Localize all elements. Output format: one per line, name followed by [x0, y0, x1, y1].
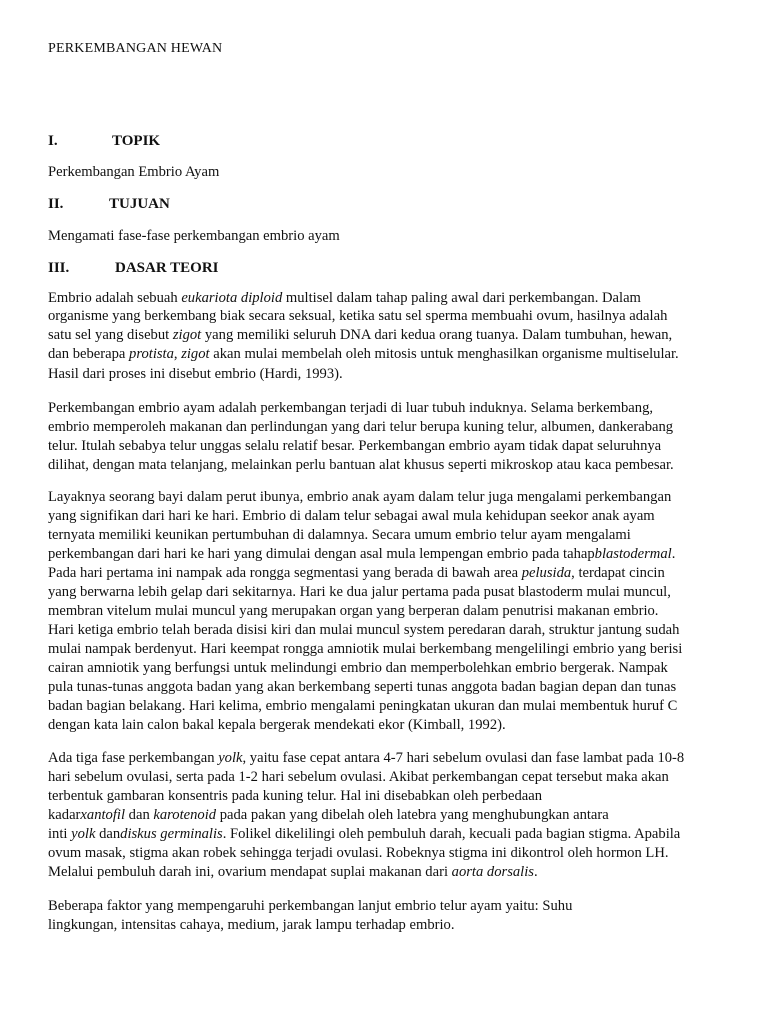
text-line: Hasil dari proses ini disebut embrio (Hardi, 1993). — [48, 366, 343, 382]
text-line: organisme yang berkembang biak secara seksual, ketika satu sel sperma membuahi ovum, hasilnya adalah — [48, 308, 668, 324]
text-line: Layaknya seorang bayi dalam perut ibunya, embrio anak ayam dalam telur juga mengalami perkembangan — [48, 489, 672, 505]
text-line: Beberapa faktor yang mempengaruhi perkembangan lanjut embrio telur ayam yaitu: Suhu — [48, 898, 573, 914]
text-line: Pada hari pertama ini nampak ada rongga segmentasi yang berada di bawah area pelusida, terdapat cincin — [48, 565, 665, 581]
text-line: dan beberapa protista, zigot akan mulai membelah oleh mitosis untuk menghasilkan organisme multiselular. — [48, 346, 679, 362]
section-title: TOPIK — [112, 133, 161, 149]
text-line: membran vitelum mulai muncul yang merupakan organ yang berperan dalam penutrisi makanan embrio. — [48, 603, 659, 619]
text-line: telur. Itulah sebabya telur unggas selalu relatif besar. Perkembangan embrio ayam tidak dapat seluruhnya — [48, 438, 662, 454]
text-line: dengan kata lain calon bakal kepala bergerak mendekati ekor (Kimball, 1992). — [48, 717, 506, 733]
tujuan-text: Mengamati fase-fase perkembangan embrio ayam — [48, 228, 340, 244]
text-line: embrio memperoleh makanan dan perlindungan yang dari telur berupa kuning telur, albumen, dankerabang — [48, 419, 674, 435]
text-line: terbentuk gambaran konsentris pada kuning telur. Hal ini disebabkan oleh perbedaan — [48, 788, 543, 804]
topik-text: Perkembangan Embrio Ayam — [48, 164, 220, 180]
section-heading-topik — [48, 133, 160, 150]
text-line: ovum masak, stigma akan robek sehingga terjadi ovulasi. Robeknya stigma ini dikontrol oleh hormon LH. — [48, 845, 669, 861]
text-line: yang signifikan dari hari ke hari. Embrio di dalam telur sebagai awal mula kehidupan seekor anak ayam — [48, 508, 655, 524]
text-line: mulai nampak berdenyut. Hari keempat rongga amniotik mulai berkembang mengelilingi embrio yang berisi — [48, 641, 683, 657]
section-number: I. — [48, 133, 58, 149]
text-line: cairan amniotik yang berfungsi untuk melindungi embrio dan memperbolehkan embrio bergerak. Nampak — [48, 660, 668, 676]
text-line: Perkembangan embrio ayam adalah perkembangan terjadi di luar tubuh induknya. Selama berkembang, — [48, 400, 654, 416]
text-line: dilihat, dengan mata telanjang, melainkan perlu bantuan alat khusus seperti mikroskop atau kaca pembesar. — [48, 457, 674, 473]
text-line: yang berwarna lebih gelap dari sekitarnya. Hari ke dua jalur pertama pada pusat blastoderm mulai muncul, — [48, 584, 671, 600]
text-line: ternyata memiliki keunikan pertumbuhan di dalamnya. Secara umum embrio telur ayam mengalami — [48, 527, 631, 543]
text-line: Hari ketiga embrio telah berada disisi kiri dan mulai muncul system peredaran darah, struktur jantung sudah — [48, 622, 680, 638]
text-line: satu sel yang disebut zigot yang memiliki seluruh DNA dari kedua orang tuanya. Dalam tumbuhan, hewan, — [48, 327, 673, 343]
text-line: hari sebelum ovulasi, serta pada 1-2 hari sebelum ovulasi. Akibat perkembangan cepat tersebut maka akan — [48, 769, 669, 785]
text-line: kadarxantofil dan karotenoid pada pakan yang dibelah oleh latebra yang menghubungkan antara — [48, 807, 609, 823]
text-line: inti yolk dandiskus germinalis. Folikel dikelilingi oleh pembuluh darah, kecuali pada bagian stigma. Apabila — [48, 826, 681, 842]
text-line: Melalui pembuluh darah ini, ovarium mendapat suplai makanan dari aorta dorsalis. — [48, 864, 538, 880]
text-line: badan bagian belakang. Hari kelima, embrio mengalami peningkatan ukuran dan mulai membentuk huruf C — [48, 698, 678, 714]
section-title: TUJUAN — [109, 196, 170, 212]
document-title: PERKEMBANGAN HEWAN — [48, 41, 223, 56]
text-line: Ada tiga fase perkembangan yolk, yaitu fase cepat antara 4-7 hari sebelum ovulasi dan fase lambat pada 10-8 — [48, 750, 685, 766]
text-line: lingkungan, intensitas cahaya, medium, jarak lampu terhadap embrio. — [48, 917, 455, 933]
section-heading-tujuan — [48, 196, 170, 213]
text-line: Embrio adalah sebuah eukariota diploid multisel dalam tahap paling awal dari perkembangan. Dalam — [48, 290, 641, 306]
section-title: DASAR TEORI — [115, 260, 219, 276]
section-heading-dasar-teori — [48, 260, 219, 277]
section-number: III. — [48, 260, 70, 276]
section-number: II. — [48, 196, 64, 212]
text-line: perkembangan dari hari ke hari yang dimulai dengan asal mula lempengan embrio pada tahapblastodermal. — [48, 546, 676, 562]
text-line: pula tunas-tunas anggota badan yang akan berkembang seperti tunas anggota badan bagian depan dan tunas — [48, 679, 677, 695]
